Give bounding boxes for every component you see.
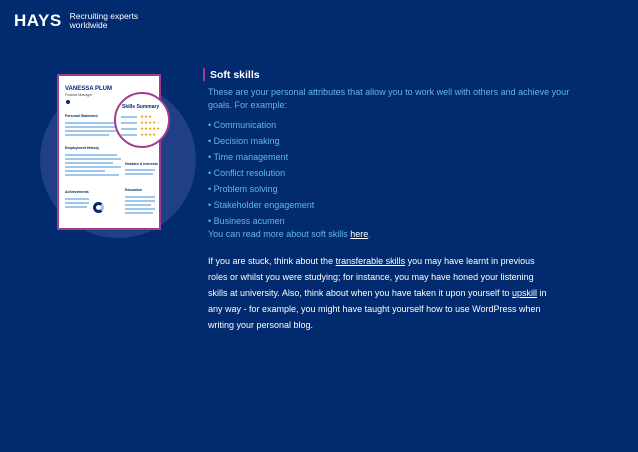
list-item: • Conflict resolution [208,168,286,178]
read-more-link[interactable]: here [350,229,369,239]
transferable-skills-link[interactable]: transferable skills [335,256,406,266]
cv-line [65,198,89,200]
cv-line [65,134,109,136]
cv-line [65,130,121,132]
read-more-line [203,228,583,240]
skill-line [121,122,137,124]
cv-section-education: Education [125,188,142,192]
cv-name: VANESSA PLUM [65,86,113,92]
hays-header [14,11,138,31]
cv-role: Finance Manager [65,93,93,97]
cv-line [65,154,117,156]
advice-paragraph [203,253,553,333]
cv-line [65,170,105,172]
star-rating-icon: ★★★★★ [140,126,161,131]
hays-logo[interactable]: HAYS [14,11,62,30]
star-rating-icon: ★★★ [140,114,153,119]
list-item: • Communication [208,120,277,130]
paragraph-text: in any way - for example, you might have taught yourself how to use WordPress when writing your personal blog. [208,288,547,330]
heading-accent-bar [203,68,205,81]
cv-line [125,200,155,202]
cv-line [125,169,155,171]
cv-section-achievements: Achievements [65,190,89,194]
skill-line [121,134,137,136]
soft-skills-list [203,117,583,229]
star-rating-icon: ★★★★ [140,132,157,137]
tagline-line-1: Recruiting experts [69,10,139,21]
skill-line [121,116,137,118]
list-item: • Business acumen [208,216,285,226]
cv-line [125,196,155,198]
read-more-text: You can read more about soft skills [208,229,351,239]
section-heading [203,68,583,81]
cv-line [65,162,113,164]
cv-line [125,173,153,175]
paragraph-text: If you are stuck, think about the [208,256,336,266]
section-intro: These are your personal attributes that allow you to work well with others and achieve your goals. For example: [208,87,570,110]
list-item: • Time management [208,152,289,162]
cv-line [125,204,151,206]
cv-avatar-icon [66,100,70,104]
cv-line [65,174,119,176]
cv-section-personal-statement: Personal Statement [65,114,98,118]
skills-summary-title: Skills Summary [122,104,160,110]
cv-line [125,212,153,214]
list-item: • Problem solving [208,184,278,194]
cv-line [65,206,87,208]
read-more-suffix: . [368,229,371,239]
list-item: • Decision making [208,136,280,146]
cv-line [125,208,155,210]
section-title: Soft skills [210,68,260,81]
cv-line [65,122,121,124]
cv-line [65,166,121,168]
tagline-line-2: worldwide [69,20,108,30]
cv-line [65,202,89,204]
tagline [70,12,139,31]
cv-line [65,126,115,128]
skills-summary-magnifier [114,92,170,148]
skill-line [121,128,137,130]
star-rating-icon: ★★★★☆ [140,120,161,125]
cv-line [65,158,121,160]
soft-skills-section [203,68,583,333]
list-item: • Stakeholder engagement [208,200,315,210]
upskill-link[interactable]: upskill [512,288,538,298]
paragraph-text: you may have learnt in previous roles or whilst you were studying; for instance, you may have honed your listening skills at university. Also, think about when you have taken it upon yourself to [208,256,535,298]
cv-section-interests: Hobbies & Interests [125,162,158,166]
cv-donut-chart [93,202,104,213]
cv-section-employment: Employment History [65,146,100,150]
